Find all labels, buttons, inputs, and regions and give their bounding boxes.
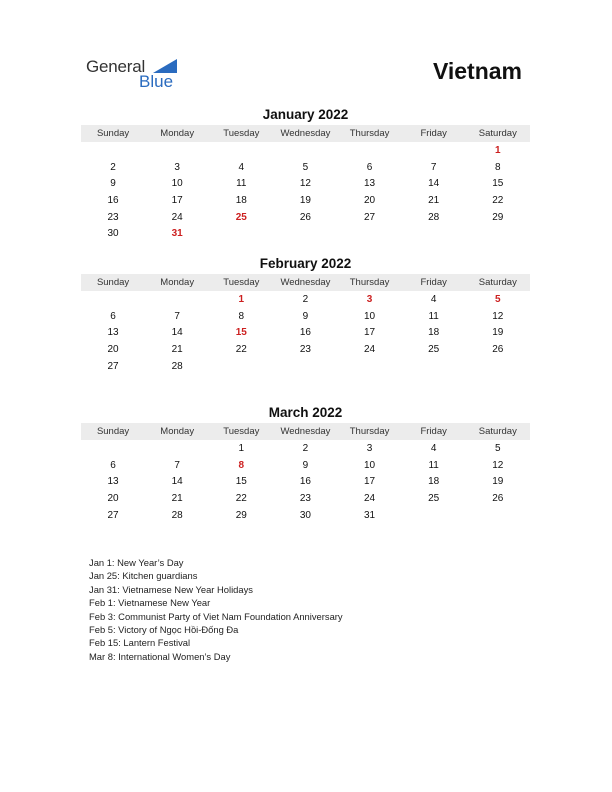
holiday-day-cell: 8: [238, 459, 245, 471]
weekday-label: Sunday: [96, 426, 130, 437]
day-cell: 15: [492, 178, 504, 190]
day-cell: 18: [235, 194, 247, 206]
day-cell: 8: [495, 161, 501, 173]
day-cell: 13: [107, 327, 119, 339]
day-cell: 7: [174, 459, 180, 471]
week-row: [81, 473, 530, 490]
day-cell: 30: [299, 509, 311, 521]
day-cell: 25: [428, 343, 440, 355]
day-cell: 19: [492, 476, 504, 488]
month-title: January 2022: [262, 107, 349, 122]
day-cell: 3: [366, 442, 373, 454]
day-cell: 22: [235, 343, 247, 355]
weekday-label: Saturday: [478, 426, 517, 437]
day-cell: 10: [364, 310, 376, 322]
weekday-label: Monday: [160, 277, 195, 288]
week-row: [81, 440, 530, 457]
holiday-entry: Jan 31: Vietnamese New Year Holidays: [89, 583, 253, 595]
day-cell: 5: [302, 161, 309, 173]
day-cell: 18: [428, 327, 440, 339]
day-cell: 22: [492, 194, 504, 206]
holiday-day-cell: 31: [171, 228, 183, 240]
weekday-label: Saturday: [478, 128, 517, 139]
day-cell: 13: [364, 178, 376, 190]
weekday-label: Thursday: [349, 128, 390, 139]
day-cell: 17: [364, 327, 376, 339]
day-cell: 4: [430, 293, 437, 305]
holiday-entry: Jan 1: New Year’s Day: [89, 557, 184, 568]
day-cell: 3: [174, 161, 180, 173]
day-cell: 8: [238, 310, 245, 322]
day-cell: 27: [107, 509, 119, 521]
day-cell: 12: [492, 310, 504, 322]
day-cell: 14: [171, 327, 183, 339]
weekday-label: Sunday: [96, 128, 130, 139]
day-cell: 23: [107, 211, 119, 223]
day-cell: 6: [366, 161, 373, 173]
weekday-label: Wednesday: [280, 426, 331, 437]
holiday-day-cell: 15: [235, 327, 247, 339]
week-row: [81, 490, 530, 507]
day-cell: 20: [364, 194, 376, 206]
day-cell: 7: [174, 310, 180, 322]
day-cell: 10: [171, 178, 183, 190]
holiday-day-cell: 3: [366, 293, 373, 305]
day-cell: 25: [428, 492, 440, 504]
month-january: [81, 106, 530, 242]
day-cell: 12: [492, 459, 504, 471]
day-cell: 12: [299, 178, 311, 190]
day-cell: 9: [302, 310, 309, 322]
weekday-label: Sunday: [96, 277, 130, 288]
day-cell: 26: [492, 343, 504, 355]
logo-blue-text: Blue: [139, 72, 174, 91]
week-row: [81, 358, 530, 375]
holiday-entry: Feb 15: Lantern Festival: [89, 637, 191, 649]
day-cell: 24: [364, 343, 376, 355]
week-row: [81, 341, 530, 358]
day-cell: 27: [364, 211, 376, 223]
logo-general-text: General: [86, 57, 146, 76]
country-title: Vietnam: [432, 58, 522, 84]
day-cell: 2: [302, 293, 309, 305]
weekday-label: Wednesday: [280, 128, 331, 139]
weekday-label: Thursday: [349, 277, 390, 288]
day-cell: 6: [110, 310, 116, 322]
month-title: March 2022: [268, 405, 343, 420]
weekday-label: Monday: [160, 128, 195, 139]
month-march: [81, 404, 530, 523]
day-cell: 2: [302, 442, 309, 454]
day-cell: 4: [430, 442, 437, 454]
day-cell: 28: [171, 360, 183, 372]
day-cell: 10: [364, 459, 376, 471]
week-row: [81, 175, 530, 192]
holiday-list: [89, 556, 349, 663]
weekday-label: Friday: [420, 277, 447, 288]
day-cell: 15: [235, 476, 247, 488]
week-row: [81, 291, 530, 308]
holiday-day-cell: 25: [235, 211, 247, 223]
day-cell: 29: [235, 509, 247, 521]
day-cell: 31: [364, 509, 376, 521]
weekday-header: [81, 125, 530, 142]
week-row: [81, 209, 530, 226]
week-row: [81, 308, 530, 325]
logo: [86, 57, 186, 91]
holiday-entry: Feb 1: Vietnamese New Year: [89, 597, 211, 609]
month-title: February 2022: [259, 256, 352, 271]
day-cell: 14: [171, 476, 183, 488]
day-cell: 28: [171, 509, 183, 521]
week-row: [81, 142, 530, 159]
weekday-header: [81, 423, 530, 440]
weekday-label: Wednesday: [280, 277, 331, 288]
logo-triangle-icon: [153, 59, 177, 73]
weekday-header: [81, 274, 530, 291]
week-row: [81, 192, 530, 209]
holiday-entry: Feb 5: Victory of Ngọc Hồi-Đống Đa: [89, 624, 239, 636]
day-cell: 16: [107, 194, 119, 206]
day-cell: 26: [492, 492, 504, 504]
holiday-day-cell: 5: [495, 293, 501, 305]
day-cell: 23: [299, 343, 311, 355]
week-row: [81, 324, 530, 341]
weekday-label: Saturday: [478, 277, 517, 288]
day-cell: 26: [299, 211, 311, 223]
day-cell: 5: [495, 442, 501, 454]
day-cell: 9: [110, 178, 116, 190]
weekday-label: Monday: [160, 426, 195, 437]
day-cell: 16: [299, 327, 311, 339]
day-cell: 13: [107, 476, 119, 488]
day-cell: 27: [107, 360, 119, 372]
day-cell: 29: [492, 211, 504, 223]
day-cell: 24: [364, 492, 376, 504]
week-row: [81, 159, 530, 176]
day-cell: 30: [107, 228, 119, 240]
week-row: [81, 507, 530, 524]
holiday-day-cell: 1: [495, 144, 501, 156]
holiday-entry: Mar 8: International Women’s Day: [89, 650, 231, 662]
day-cell: 20: [107, 492, 119, 504]
weekday-label: Tuesday: [223, 426, 260, 437]
day-cell: 17: [364, 476, 376, 488]
week-row: [81, 225, 530, 242]
day-cell: 7: [430, 161, 437, 173]
weekday-label: Friday: [420, 426, 447, 437]
day-cell: 17: [171, 194, 183, 206]
holiday-day-cell: 1: [238, 293, 245, 305]
day-cell: 22: [235, 492, 247, 504]
day-cell: 24: [171, 211, 183, 223]
day-cell: 18: [428, 476, 440, 488]
day-cell: 1: [238, 442, 245, 454]
day-cell: 21: [171, 492, 183, 504]
day-cell: 19: [492, 327, 504, 339]
day-cell: 11: [236, 178, 247, 190]
day-cell: 16: [299, 476, 311, 488]
weekday-label: Thursday: [349, 426, 390, 437]
day-cell: 28: [428, 211, 440, 223]
holiday-entry: Jan 25: Kitchen guardians: [89, 570, 198, 582]
day-cell: 9: [302, 459, 309, 471]
weekday-label: Tuesday: [223, 277, 260, 288]
day-cell: 19: [299, 194, 311, 206]
month-february: [81, 255, 530, 374]
weekday-label: Tuesday: [223, 128, 260, 139]
day-cell: 4: [238, 161, 245, 173]
day-cell: 20: [107, 343, 119, 355]
day-cell: 21: [171, 343, 183, 355]
day-cell: 14: [428, 178, 440, 190]
week-row: [81, 457, 530, 474]
holiday-entry: Feb 3: Communist Party of Viet Nam Foundation Anniversary: [89, 610, 343, 622]
day-cell: 11: [428, 310, 439, 322]
day-cell: 6: [110, 459, 116, 471]
weekday-label: Friday: [420, 128, 447, 139]
day-cell: 23: [299, 492, 311, 504]
day-cell: 2: [110, 161, 116, 173]
day-cell: 21: [428, 194, 440, 206]
day-cell: 11: [428, 459, 439, 471]
